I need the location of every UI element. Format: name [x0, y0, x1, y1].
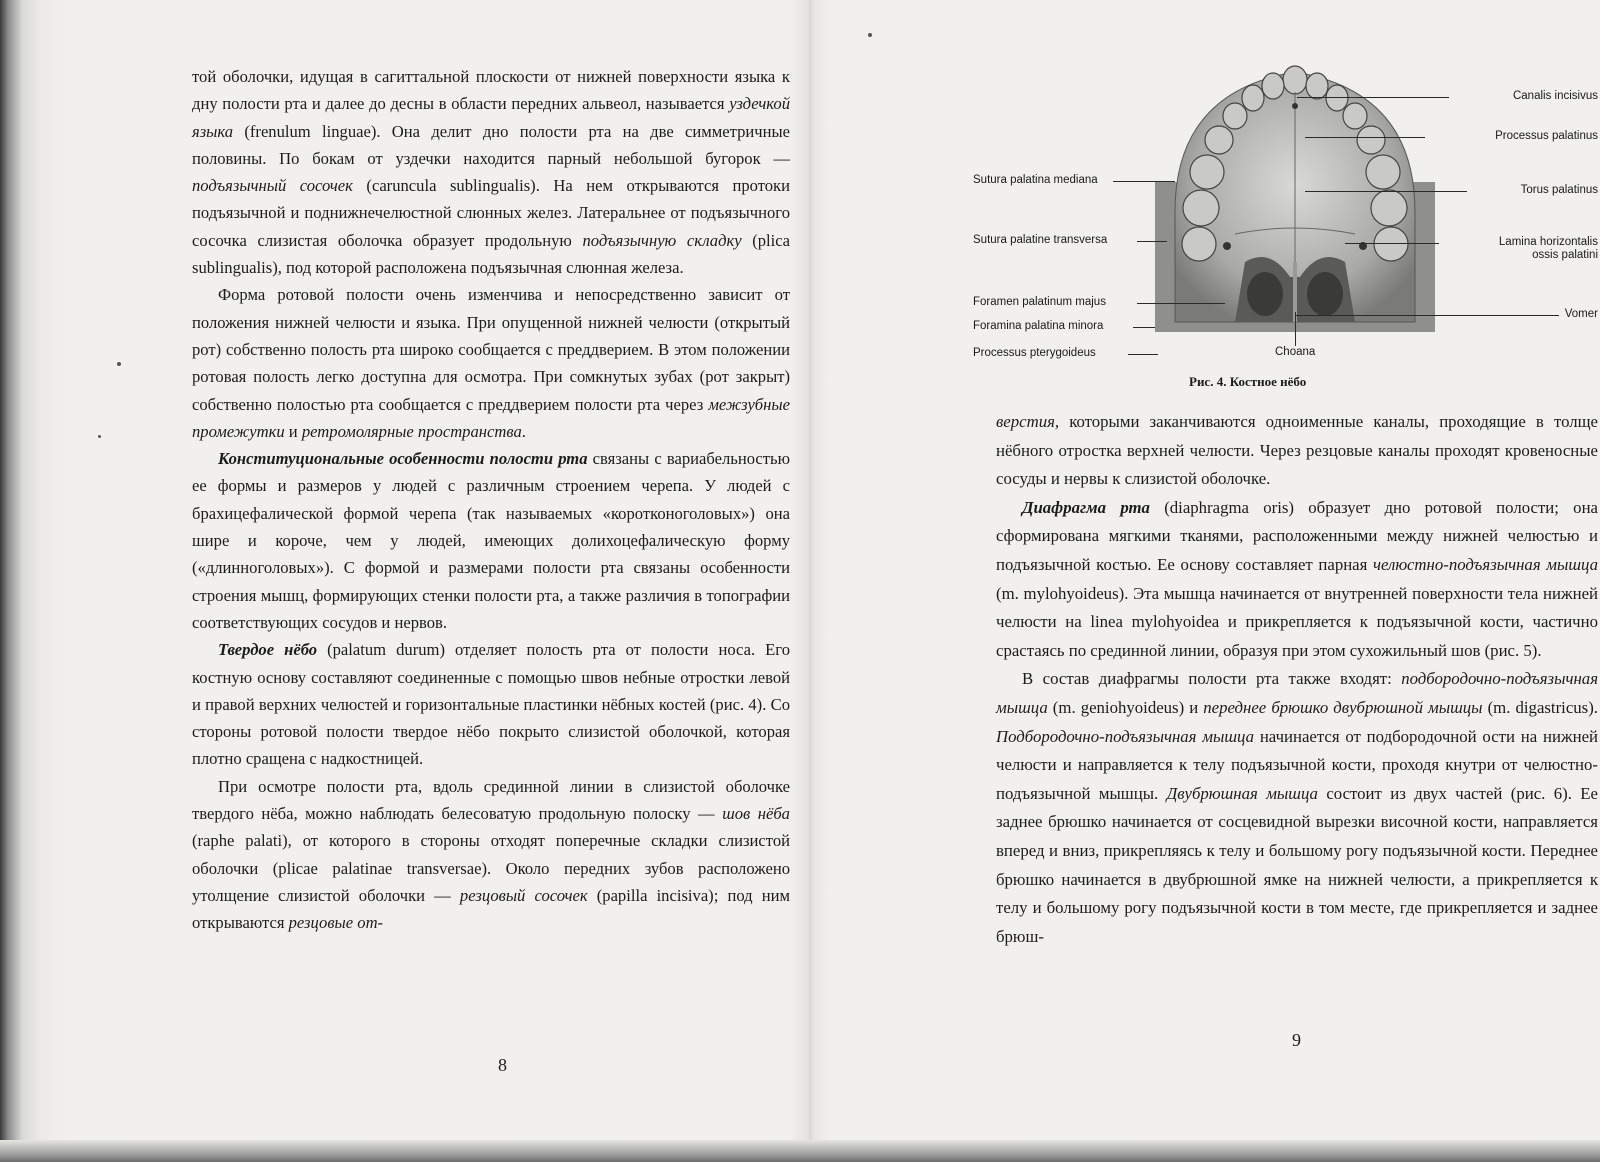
- text-run: (m. geniohyoideus) и: [1047, 697, 1204, 717]
- emphasized-text: межзубные промежутки: [192, 394, 790, 441]
- hard-palate-illustration: [1155, 62, 1435, 332]
- paragraph: [192, 773, 790, 937]
- left-page-number: 8: [498, 1055, 507, 1075]
- label-processus-palatinus: Processus palatinus: [1495, 130, 1598, 142]
- emphasized-text: переднее брюшко двубрюшной мышцы: [1203, 697, 1483, 717]
- scan-speck: [117, 362, 121, 366]
- label-sutura-palatine-transversa: Sutura palatine transversa: [973, 234, 1108, 246]
- book-fold: [790, 0, 830, 1162]
- text-run: (plica sublingualis), под которой расположена подъязычная слюнная железа.: [192, 230, 790, 278]
- label-vomer: Vomer: [1564, 308, 1598, 320]
- right-page-number: 9: [1292, 1030, 1301, 1050]
- figure-hard-palate: [835, 50, 1600, 410]
- text-run: При осмотре полости рта, вдоль срединной линии в слизистой оболочке твердого нёба, можно наблюдать белесоватую продольную полоску —: [192, 776, 790, 824]
- label-sutura-palatina-mediana: Sutura palatina mediana: [973, 174, 1098, 186]
- page-bottom-edge: [0, 1140, 1600, 1162]
- leader-line: [1305, 137, 1425, 138]
- text-run: связаны с вариабельностью ее формы и размеров у людей с различным строением черепа. У людей с брахицефалической формой черепа (так называемых «коротконоголовых») она шире и короче, чем у людей, имеющих долихоцефалическую форму («длинноголовых»). С формой и размерами полости рта связаны особенности строения мышц, формирующих стенки полости рта, а также различия в топографии соответствующих сосудов и нервов.: [192, 449, 790, 632]
- text-run: .: [521, 421, 526, 441]
- text-run: (m. digastricus).: [1482, 697, 1598, 717]
- leader-line: [1295, 315, 1559, 316]
- emphasized-text: Двубрюшная мышца: [1166, 783, 1318, 803]
- leader-line: [1133, 327, 1155, 328]
- left-page: [60, 0, 795, 1140]
- text-run: Форма ротовой полости очень изменчива и непосредственно зависит от положения нижней челюсти и языка. При опущенной нижней челюсти (открытый рот) собственно полость рта широко сообщается с преддверием. В этом положении ротовая полость легко доступна для осмотра. При сомкнутых зубах (рот закрыт) собственно полостью рта сообщается с преддверием полости рта через: [192, 285, 790, 414]
- emphasized-text: подъязычную складку: [582, 230, 742, 250]
- label-canalis-incisivus: Canalis incisivus: [1512, 90, 1598, 102]
- label-foramen-palatinum-majus: Foramen palatinum majus: [973, 296, 1106, 308]
- text-run: начинается от подбородочной ости на нижней челюсти и направляется к телу подъязычной кости, проходя кнутри от челюстно-подъязычной мышцы.: [996, 726, 1598, 803]
- emphasized-text: Твердое нёбо: [218, 640, 318, 660]
- scan-speck: [98, 435, 101, 438]
- label-torus-palatinus: Torus palatinus: [1520, 184, 1598, 196]
- left-page-body: [192, 63, 790, 937]
- emphasized-text: подбородочно-подъязычная мышца: [996, 669, 1598, 717]
- right-page: [835, 0, 1600, 1140]
- figure-caption: Рис. 4. Костное нёбо: [1189, 374, 1307, 389]
- text-run: которыми заканчиваются одноименные каналы, проходящие в толще нёбного отростка верхней челюсти. Через резцовые каналы проходят кровеносные сосуды и нервы к слизистой оболочке.: [996, 412, 1598, 489]
- label-choana: Choana: [1275, 346, 1316, 358]
- paragraph: [192, 63, 790, 281]
- emphasized-text: челюстно-подъязычная мышца: [1373, 554, 1599, 574]
- leader-line: [1137, 303, 1225, 304]
- text-run: (papilla incisiva); под ним открываются: [192, 885, 790, 933]
- emphasized-text: Диафрагма рта: [1022, 497, 1150, 517]
- emphasized-text: Конституциональные особенности полости рта: [218, 449, 588, 469]
- text-run: (palatum durum) отделяет полость рта от полости носа. Его костную основу составляют соединенные с помощью швов небные отростки левой и правой верхних челюстей и горизонтальные пластинки нёбных костей (рис. 4). Со стороны ротовой полости твердое нёбо покрыто слизистой оболочкой, которая плотно сращена с надкостницей.: [192, 640, 790, 769]
- leader-line: [1128, 354, 1158, 355]
- label-processus-pterygoideus: Processus pterygoideus: [973, 347, 1096, 359]
- emphasized-text: подъязычный сосочек: [192, 176, 353, 196]
- emphasized-text: резцовый сосочек: [459, 885, 588, 905]
- text-run: В состав диафрагмы полости рта также входят:: [1022, 669, 1402, 689]
- leader-line: [1295, 312, 1296, 346]
- text-run: (raphe palati), от которого в стороны отходят поперечные складки слизистой оболочки (plicae palatinae transversae). Около передних зубов расположено утолщение слизистой оболочки —: [192, 831, 790, 905]
- paragraph: [996, 408, 1598, 494]
- paragraph: [996, 665, 1598, 951]
- leader-line: [1305, 191, 1467, 192]
- scan-speck: [868, 33, 872, 37]
- emphasized-text: ретромолярные пространства: [301, 421, 522, 441]
- text-run: (caruncula sublingualis). На нем открываются протоки подъязычной и поднижнечелюстной слюнных желез. Латеральнее от подъязычного сосочка слизистая оболочка образует продольную: [192, 176, 790, 250]
- emphasized-text: шов нёба: [722, 804, 790, 824]
- paragraph: [192, 281, 790, 445]
- label-foramina-palatina-minora: Foramina palatina minora: [973, 320, 1104, 332]
- text-run: (m. mylohyoideus). Эта мышца начинается от внутренней поверхности тела нижней челюсти на linea mylohyoidea и прикрепляется к подъязычной кости, частично срастаясь по срединной линии, образуя при этом сухожильный шов (рис. 5).: [996, 583, 1598, 660]
- leader-line: [1113, 181, 1175, 182]
- emphasized-text: уздечкой языка: [192, 94, 790, 141]
- right-page-body: [996, 408, 1598, 951]
- text-run: и: [284, 421, 302, 441]
- label-ossis-palatini: ossis palatini: [1532, 249, 1598, 261]
- paragraph: [192, 445, 790, 636]
- leader-line: [1345, 243, 1439, 244]
- text-run: состоит из двух частей (рис. 6). Ее заднее брюшко начинается от сосцевидной вырезки височной кости, направляется вперед и вниз, прикрепляясь к телу и большому рогу подъязычной кости. Переднее брюшко начинается в двубрюшной ямке на нижней челюсти, а прикрепляется к телу и большому рогу подъязычной кости в том месте, где прикрепляется и заднее брюш-: [996, 783, 1598, 946]
- label-lamina-horizontalis: Lamina horizontalis: [1498, 236, 1598, 248]
- text-run: той оболочки, идущая в сагиттальной плоскости от нижней поверхности языка к дну полости рта и далее до десны в области передних альвеол, называется: [192, 67, 790, 114]
- paragraph: [996, 494, 1598, 666]
- text-run: (diaphragma oris) образует дно ротовой полости; она сформирована мягкими тканями, расположенными между нижней челюстью и подъязычной костью. Ее основу составляет парная: [996, 497, 1598, 574]
- emphasized-text: резцовые от-: [288, 913, 384, 933]
- leader-line: [1297, 97, 1449, 98]
- emphasized-text: верстия,: [996, 412, 1060, 431]
- paragraph: [192, 636, 790, 772]
- leader-line: [1137, 241, 1167, 242]
- emphasized-text: Подбородочно-подъязычная мышца: [996, 726, 1255, 746]
- text-run: (frenulum linguae). Она делит дно полости рта на две симметричные половины. По бокам от уздечки находится парный небольшой бугорок —: [192, 121, 790, 168]
